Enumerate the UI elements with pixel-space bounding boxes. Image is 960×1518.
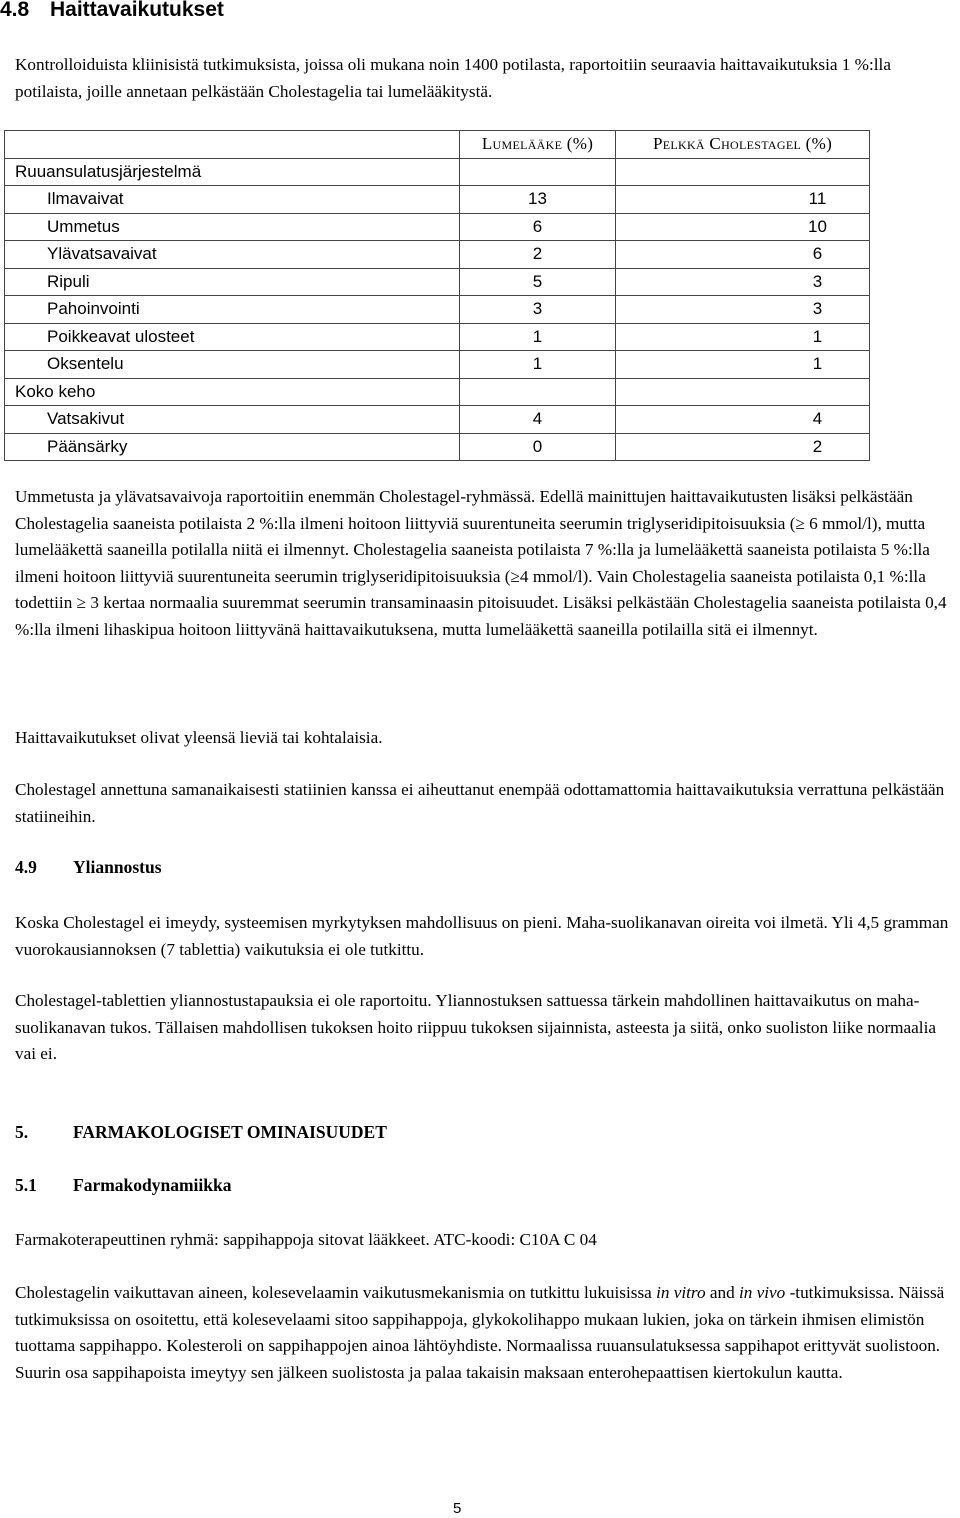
header-cell-empty: [5, 131, 460, 159]
mechanism-text-1: Cholestagelin vaikuttavan aineen, kolesevelaamin vaikutusmekanismia on tutkittu lukuisissa: [15, 1283, 657, 1302]
section-title: Yliannostus: [73, 857, 162, 877]
paragraph-mild: Haittavaikutukset olivat yleensä lieviä tai kohtalaisia.: [15, 728, 383, 747]
header-cell-cholestagel: Pelkkä Cholestagel (%): [616, 131, 870, 159]
page-number: 5: [453, 1500, 462, 1517]
mechanism-text-3: -tutkimuksissa. Näissä tutkimuksissa on osoitettu, että kolesevelaami sitoo sappihappoja, glykokolihappo mukaan lukien, joka on tärkein ihmisen elimistön tuottama sappihappo. Kolesteroli on sappihappojen ainoa lähtöyhdiste. Normaalissa ruuansulatuksessa sappihapot erittyvät suolistoon. Suurin osa sappihapoista imeytyy sen jälkeen suolistosta ja palaa takaisin maksaan enterohepaattisen kiertokulun kautta.: [15, 1283, 945, 1382]
placebo-value: 0: [460, 433, 616, 461]
table-row: [5, 268, 870, 296]
placebo-value: 4: [460, 406, 616, 434]
section-number: 4.9: [15, 857, 37, 877]
adverse-effects-table: [4, 130, 870, 461]
section-number: 4.8: [0, 0, 30, 21]
section-heading-5: [15, 1122, 387, 1143]
section-title: FARMAKOLOGISET OMINAISUUDET: [73, 1122, 387, 1142]
mechanism-text-2: and: [705, 1283, 739, 1302]
row-label: Koko keho: [5, 378, 460, 406]
section-title: Farmakodynamiikka: [73, 1175, 232, 1195]
cholestagel-value: 3: [616, 296, 870, 324]
cholestagel-value: 10: [616, 213, 870, 241]
placebo-value: 6: [460, 213, 616, 241]
section-heading-4-8: [0, 0, 224, 22]
placebo-value: 1: [460, 323, 616, 351]
header-cell-placebo: Lumelääke (%): [460, 131, 616, 159]
mechanism-italic-in-vitro: in vitro: [656, 1283, 706, 1302]
row-label: Oksentelu: [5, 351, 460, 379]
row-label: Ruuansulatusjärjestelmä: [5, 158, 460, 186]
placebo-value: [460, 378, 616, 406]
cholestagel-value: [616, 158, 870, 186]
cholestagel-value: 1: [616, 323, 870, 351]
placebo-value: 2: [460, 241, 616, 269]
row-label: Pahoinvointi: [5, 296, 460, 324]
cholestagel-value: 3: [616, 268, 870, 296]
row-label: Poikkeavat ulosteet: [5, 323, 460, 351]
row-label: Ripuli: [5, 268, 460, 296]
placebo-value: [460, 158, 616, 186]
table-row: [5, 406, 870, 434]
mechanism-italic-in-vivo: in vivo: [738, 1283, 786, 1302]
paragraph-statin: Cholestagel annettuna samanaikaisesti statiinien kanssa ei aiheuttanut enempää odottamattomia haittavaikutuksia verrattuna pelkästään statiineihin.: [15, 780, 945, 826]
cholestagel-value: [616, 378, 870, 406]
placebo-value: 5: [460, 268, 616, 296]
placebo-value: 1: [460, 351, 616, 379]
paragraph-overdose-1: Koska Cholestagel ei imeydy, systeemisen myrkytyksen mahdollisuus on pieni. Maha-suolikanavan oireita voi ilmetä. Yli 4,5 gramman vuorokausiannoksen (7 tablettia) vaikutuksia ei ole tutkittu.: [15, 913, 949, 959]
row-label: Ummetus: [5, 213, 460, 241]
section-number: 5.: [15, 1122, 29, 1142]
table-row: [5, 158, 870, 186]
paragraph-overdose-2: Cholestagel-tablettien yliannostustapauksia ei ole raportoitu. Yliannostuksen sattuessa tärkein mahdollinen haittavaikutus on maha-suolikanavan tukos. Tällaisen mahdollisen tukoksen hoito riippuu tukoksen sijainnista, asteesta ja siitä, onko suoliston liike normaalia vai ei.: [15, 991, 936, 1063]
cholestagel-value: 2: [616, 433, 870, 461]
section-title: Haittavaikutukset: [50, 0, 224, 21]
table-row: [5, 213, 870, 241]
table-header-row: [5, 131, 870, 159]
table-row: [5, 186, 870, 214]
cholestagel-value: 6: [616, 241, 870, 269]
cholestagel-value: 11: [616, 186, 870, 214]
section-heading-5-1: [15, 1175, 232, 1196]
row-label: Ylävatsavaivat: [5, 241, 460, 269]
table-row: [5, 351, 870, 379]
table-row: [5, 296, 870, 324]
cholestagel-value: 4: [616, 406, 870, 434]
table-row: [5, 378, 870, 406]
placebo-value: 13: [460, 186, 616, 214]
paragraph-after-table: Ummetusta ja ylävatsavaivoja raportoitiin enemmän Cholestagel-ryhmässä. Edellä mainittujen haittavaikutusten lisäksi pelkästään Cholestagelia saaneista potilaista 2 %:lla ilmeni hoitoon liittyviä suurentuneita seerumin triglyseridipitoisuuksia (≥ 6 mmol/l), mutta lumelääkettä saaneilla potilalla niitä ei ilmennyt. Cholestagelia saaneista potilaista 7 %:lla ja lumelääkettä saaneista potilaista 5 %:lla ilmeni hoitoon liittyviä suurentuneita seerumin triglyseridipitoisuuksia (≥4 mmol/l). Vain Cholestagelia saaneista potilaista 0,1 %:lla todettiin ≥ 3 kertaa normaalia suuremmat seerumin transaminaasin pitoisuudet. Lisäksi pelkästään Cholestagelia saaneista potilaista 0,4 %:lla ilmeni lihaskipua hoitoon liittyvänä haittavaikutuksena, mutta lumelääkettä saaneilla potilailla sitä ei ilmennyt.: [15, 487, 947, 639]
cholestagel-value: 1: [616, 351, 870, 379]
paragraph-atc: Farmakoterapeuttinen ryhmä: sappihappoja sitovat lääkkeet. ATC-koodi: C10A C 04: [15, 1230, 597, 1249]
table-row: [5, 323, 870, 351]
row-label: Päänsärky: [5, 433, 460, 461]
table-row: [5, 241, 870, 269]
section-heading-4-9: [15, 857, 162, 878]
row-label: Ilmavaivat: [5, 186, 460, 214]
row-label: Vatsakivut: [5, 406, 460, 434]
intro-paragraph: Kontrolloiduista kliinisistä tutkimuksista, joissa oli mukana noin 1400 potilasta, raportoitiin seuraavia haittavaikutuksia 1 %:lla potilaista, joille annetaan pelkästään Cholestagelia tai lumelääkitystä.: [15, 55, 891, 101]
placebo-value: 3: [460, 296, 616, 324]
paragraph-mechanism: [15, 1280, 950, 1386]
table-row: [5, 433, 870, 461]
section-number: 5.1: [15, 1175, 37, 1195]
